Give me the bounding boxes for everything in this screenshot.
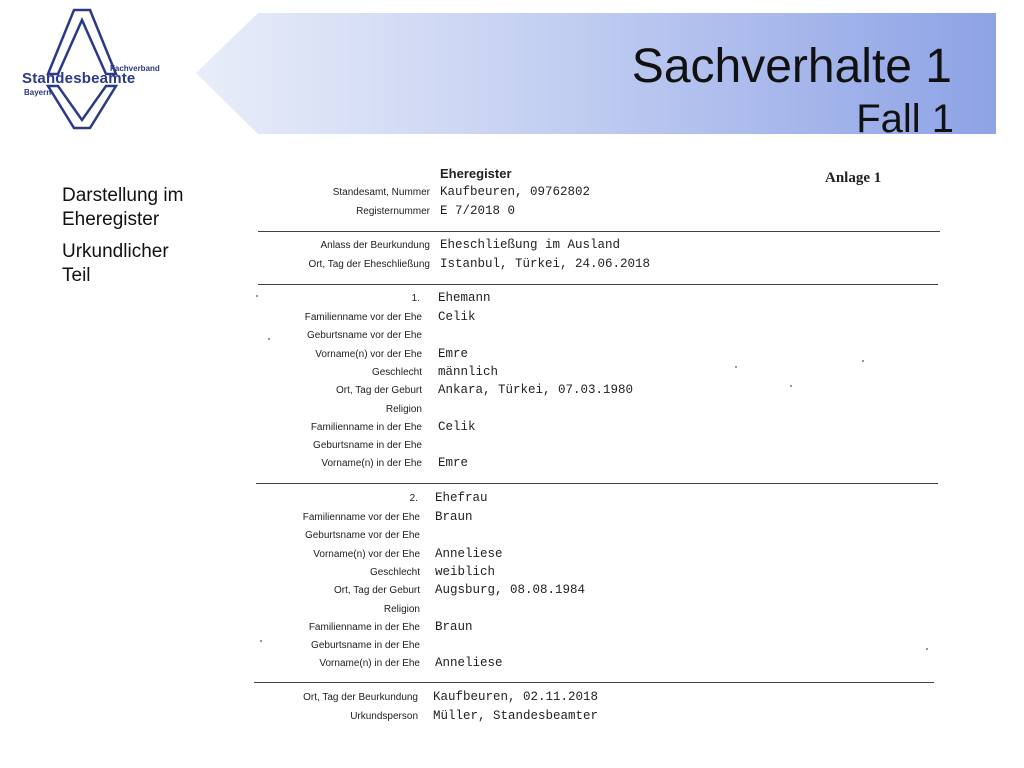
field-value: Emre [438,456,469,471]
page-title: Sachverhalte 1 [631,40,952,93]
field-value: Istanbul, Türkei, 24.06.2018 [440,257,651,271]
sidebar-text [62,184,202,296]
section-number: 1. [411,293,420,304]
field-label: Ort, Tag der Beurkundung [303,692,418,703]
divider [256,483,938,484]
scan-speck [256,295,258,297]
scan-speck [260,640,262,642]
scan-speck [790,385,792,387]
field-value: Braun [435,510,473,524]
sidebar-item-darstellung: Darstellung im Eheregister [62,185,184,230]
field-label: Ort, Tag der Geburt [336,385,422,397]
divider [258,284,938,285]
section-title: Ehefrau [435,491,488,505]
field-label: Geburtsname vor der Ehe [306,330,422,342]
section-title: Ehemann [438,291,491,305]
field-value: Braun [435,619,473,634]
field-value: Kaufbeuren, 09762802 [440,185,591,199]
section-number: 2. [409,493,418,504]
field-value: Celik [438,419,476,434]
field-value: Eheschließung im Ausland [440,238,621,252]
field-label: Urkundsperson [350,711,418,722]
scan-speck [268,338,270,340]
field-label: Religion [385,403,422,415]
scan-speck [735,366,737,368]
field-value: weiblich [435,564,496,579]
field-label: Religion [383,603,420,615]
field-value: Anneliese [435,546,503,561]
field-label: Geburtsname vor der Ehe [304,530,420,542]
divider [258,231,940,232]
field-label: Familienname in der Ehe [310,421,422,433]
field-label: Geschlecht [369,566,420,578]
field-value: Celik [438,310,476,324]
field-label: Ort, Tag der Geburt [334,585,420,597]
field-label: Anlass der Beurkundung [320,240,430,251]
logo-top-text: Fachverband [110,64,160,73]
field-value: Anneliese [435,656,503,671]
scan-speck [862,360,864,362]
field-label: Registernummer [356,206,430,217]
field-label: Geschlecht [371,366,422,378]
field-value: männlich [438,364,499,379]
field-label: Vorname(n) vor der Ehe [313,548,420,560]
field-label: Vorname(n) in der Ehe [321,458,422,470]
field-label: Vorname(n) vor der Ehe [315,348,422,360]
divider [254,682,934,683]
field-label: Familienname in der Ehe [308,621,420,633]
field-value: Augsburg, 08.08.1984 [435,583,586,598]
field-value: Ankara, Türkei, 07.03.1980 [438,383,634,398]
logo-bottom-text: Bayern [24,88,52,97]
page-subtitle: Fall 1 [856,97,954,141]
logo [18,8,178,132]
field-label: Familienname vor der Ehe [302,512,420,523]
field-value: Emre [438,346,469,361]
field-label: Vorname(n) in der Ehe [319,658,420,670]
field-value: Müller, Standesbeamter [433,709,599,723]
field-label: Ort, Tag der Eheschließung [308,259,430,270]
scan-speck [926,648,928,650]
field-value: E 7/2018 0 [440,204,516,218]
header-banner [196,13,996,141]
field-label: Geburtsname in der Ehe [311,640,420,652]
document-heading: Eheregister [440,166,512,181]
field-label: Standesamt, Nummer [332,187,430,198]
field-label: Familienname vor der Ehe [304,312,422,323]
register-document [250,160,950,730]
attachment-label: Anlage 1 [825,170,882,186]
field-value: Kaufbeuren, 02.11.2018 [433,690,599,704]
logo-main-text: Standesbeamte [22,70,136,87]
field-label: Geburtsname in der Ehe [313,440,422,452]
sidebar-item-urkundlicher-teil: Urkundlicher Teil [62,241,169,286]
